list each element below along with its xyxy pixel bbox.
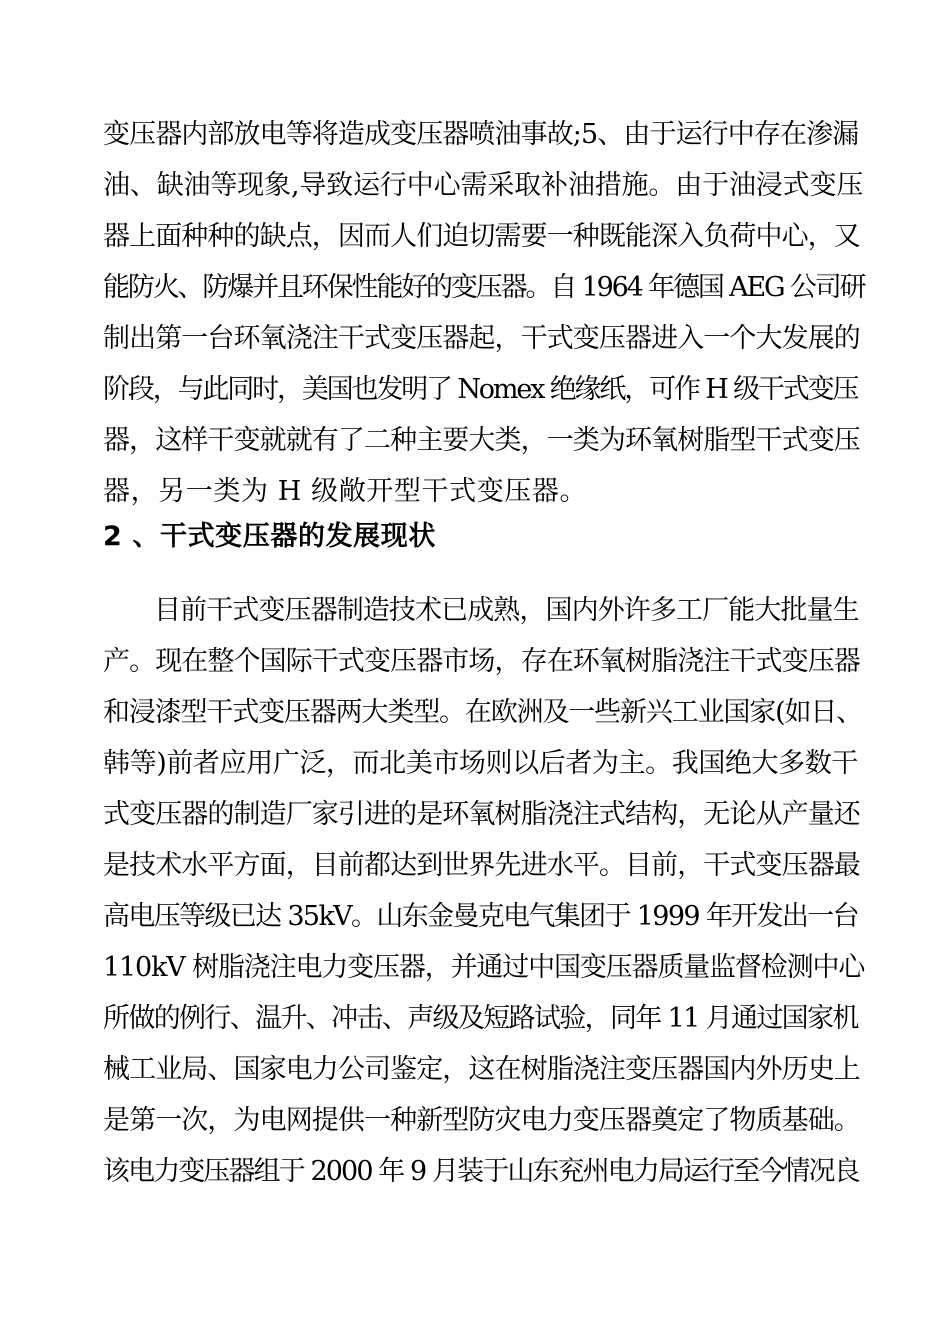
section-heading: 2 、干式变压器的发展现状 xyxy=(103,521,436,552)
text-line: 产。现在整个国际干式变压器市场，存在环氧树脂浇注干式变压器 xyxy=(103,646,860,677)
text-line: 韩等)前者应用广泛，而北美市场则以后者为主。我国绝大多数干 xyxy=(103,748,858,779)
text-line: 目前干式变压器制造技术已成熟，国内外许多工厂能大批量生 xyxy=(154,595,859,626)
text-line: 变压器内部放电等将造成变压器喷油事故;5、由于运行中存在渗漏 xyxy=(103,119,859,150)
text-line: 该电力变压器组于 2000 年 9 月装于山东兖州电力局运行至今情况良 xyxy=(103,1156,859,1187)
text-line: 制出第一台环氧浇注干式变压器起，干式变压器进入一个大发展的 xyxy=(103,323,860,354)
text-line: 能防火、防爆并且环保性能好的变压器。自 1964 年德国 AEG 公司研 xyxy=(103,272,865,303)
text-line: 是技术水平方面，目前都达到世界先进水平。目前，干式变压器最 xyxy=(103,850,860,881)
text-line: 械工业局、国家电力公司鉴定，这在树脂浇注变压器国内外历史上 xyxy=(103,1054,860,1085)
text-line: 式变压器的制造厂家引进的是环氧树脂浇注式结构，无论从产量还 xyxy=(103,799,860,830)
text-line: 器上面种种的缺点，因而人们迫切需要一种既能深入负荷中心，又 xyxy=(103,221,860,252)
text-line: 是第一次，为电网提供一种新型防灾电力变压器奠定了物质基础。 xyxy=(103,1105,860,1136)
text-line: 油、缺油等现象,导致运行中心需采取补油措施。由于油浸式变压 xyxy=(103,170,864,201)
text-line: 110kV 树脂浇注电力变压器，并通过中国变压器质量监督检测中心 xyxy=(103,952,865,983)
text-line: 和浸漆型干式变压器两大类型。在欧洲及一些新兴工业国家(如日、 xyxy=(103,697,863,728)
text-line: 所做的例行、温升、冲击、声级及短路试验，同年 11 月通过国家机 xyxy=(103,1003,858,1034)
text-line: 阶段，与此同时，美国也发明了 Nomex 绝缘纸，可作 H 级干式变压 xyxy=(103,374,858,405)
text-line: 器，另一类为 H 级敞开型干式变压器。 xyxy=(103,476,588,507)
text-line: 器，这样干变就就有了二种主要大类，一类为环氧树脂型干式变压 xyxy=(103,425,860,456)
text-line: 高电压等级已达 35kV。山东金曼克电气集团于 1999 年开发出一台 xyxy=(103,901,858,932)
